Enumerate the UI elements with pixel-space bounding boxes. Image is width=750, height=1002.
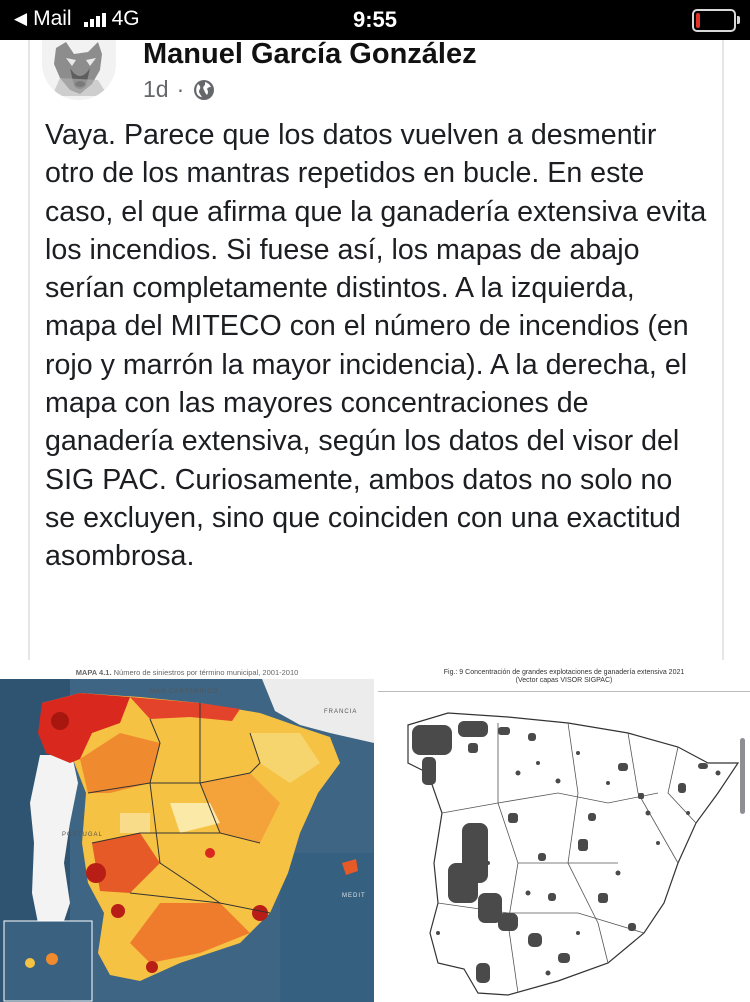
globe-icon[interactable] <box>192 78 216 102</box>
back-label: Mail <box>33 7 72 30</box>
battery-icon <box>692 9 736 32</box>
fire-incidence-map[interactable] <box>0 663 374 1002</box>
livestock-map-graphic <box>378 663 750 1002</box>
mediterranean-label: MEDIT <box>342 893 366 899</box>
status-bar <box>0 0 750 40</box>
france-label: FRANCIA <box>324 709 358 715</box>
right-map-caption-line1: Fig.: 9 Concentración de grandes explotaciones de ganadería extensiva 2021 <box>443 669 685 676</box>
meta-separator: · <box>176 76 185 102</box>
left-map-caption-text: Número de siniestros por término municipal, 2001-2010 <box>113 668 299 677</box>
livestock-concentration-map[interactable] <box>378 663 750 1002</box>
post-text: Vaya. Parece que los datos vuelven a desmentir otro de los mantras repetidos en bucle. En este caso, el que afirma que la ganadería extensiva evita los incendios. Si fuese así, los mapas de abajo serían completamente distintos. A la izquierda, mapa del MITECO con el número de incendios (en rojo y marrón la mayor incidencia). A la derecha, el mapa con las mayores concentraciones de ganadería extensiva, según los datos del visor del SIG PAC. Curiosamente, ambos datos no solo no se excluyen, sino que coinciden con una exactitud asombrosa. <box>45 119 707 573</box>
clock: 9:55 <box>352 7 398 32</box>
scroll-indicator[interactable] <box>740 738 745 814</box>
card-border-right <box>722 40 724 660</box>
post-meta <box>143 76 216 103</box>
network-type: 4G <box>111 7 140 30</box>
card-border-left <box>28 40 30 660</box>
post-time[interactable]: 1d <box>143 76 169 102</box>
cantabrian-sea-label: MAR CANTÁBRICO <box>150 689 219 695</box>
author-name[interactable]: Manuel García González <box>143 38 477 70</box>
left-map-caption-prefix: MAPA 4.1. <box>75 668 112 677</box>
avatar[interactable] <box>42 40 116 100</box>
back-arrow-icon: ◀ <box>14 9 28 28</box>
fire-map-graphic <box>0 663 374 1002</box>
right-map-caption-line2: (Vector capas VISOR SIGPAC) <box>515 677 613 684</box>
portugal-label: PORTUGAL <box>62 832 103 838</box>
wolf-avatar-icon <box>42 40 116 100</box>
